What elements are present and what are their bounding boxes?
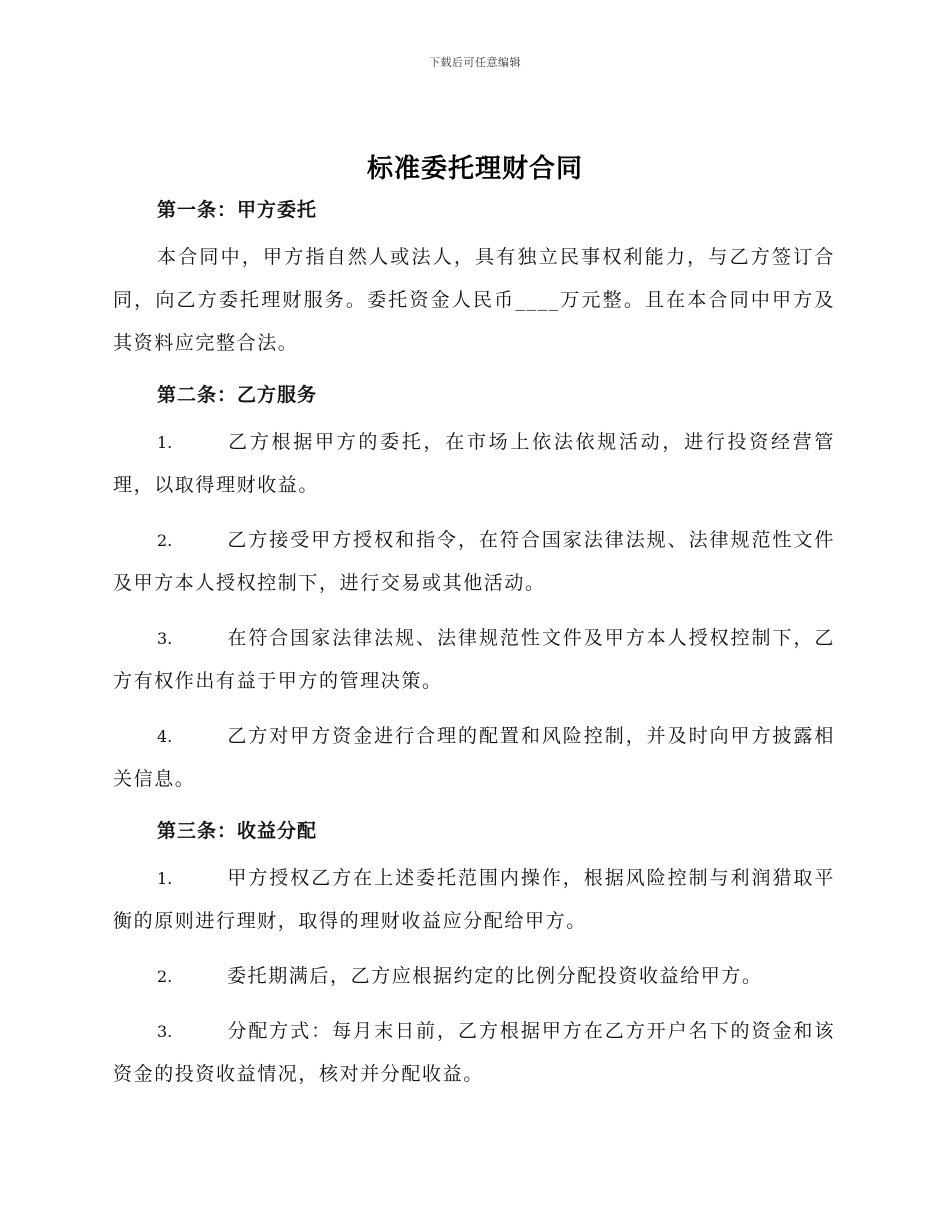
item-text: 委托期满后，乙方应根据约定的比例分配投资收益给甲方。 [227, 965, 763, 987]
document-body [113, 196, 835, 1096]
item-text: 乙方根据甲方的委托，在市场上依法依规活动，进行投资经营管理，以取得理财收益。 [113, 431, 835, 496]
document-title: 标准委托理财合同 [366, 154, 583, 184]
section-3 [113, 817, 835, 1096]
item-number: 3. [157, 1022, 173, 1041]
item-text: 乙方接受甲方授权和指令，在符合国家法律法规、法律规范性文件及甲方本人授权控制下，进行交易或其他活动。 [113, 529, 835, 594]
item-text: 分配方式：每月末日前，乙方根据甲方在乙方开户名下的资金和该资金的投资收益情况，核对并分配收益。 [113, 1020, 835, 1085]
list-item [113, 617, 835, 703]
item-text: 乙方对甲方资金进行合理的配置和风险控制，并及时向甲方披露相关信息。 [113, 725, 835, 790]
item-number: 4. [157, 727, 173, 746]
section-paragraph: 本合同中，甲方指自然人或法人，具有独立民事权利能力，与乙方签订合同，向乙方委托理财服务。委托资金人民币____万元整。且在本合同中甲方及其资料应完整合法。 [113, 246, 835, 354]
item-number: 2. [157, 967, 173, 986]
list-item [113, 715, 835, 801]
section-heading: 第二条：乙方服务 [157, 384, 318, 406]
section-heading: 第一条：甲方委托 [157, 199, 318, 221]
item-number: 3. [157, 629, 173, 648]
item-text: 在符合国家法律法规、法律规范性文件及甲方本人授权控制下，乙方有权作出有益于甲方的管理决策。 [113, 627, 835, 692]
item-number: 1. [157, 433, 173, 452]
list-item [113, 1010, 835, 1096]
item-number: 1. [157, 869, 173, 888]
list-item [113, 857, 835, 943]
page-header-note: 下载后可任意编辑 [429, 56, 521, 69]
section-2 [113, 381, 835, 801]
item-text: 甲方授权乙方在上述委托范围内操作，根据风险控制与利润猎取平衡的原则进行理财，取得的理财收益应分配给甲方。 [113, 867, 835, 932]
list-item [113, 421, 835, 507]
section-heading: 第三条：收益分配 [157, 820, 318, 842]
item-number: 2. [157, 531, 173, 550]
list-item [113, 519, 835, 605]
list-item [113, 955, 835, 998]
section-1 [113, 196, 835, 365]
